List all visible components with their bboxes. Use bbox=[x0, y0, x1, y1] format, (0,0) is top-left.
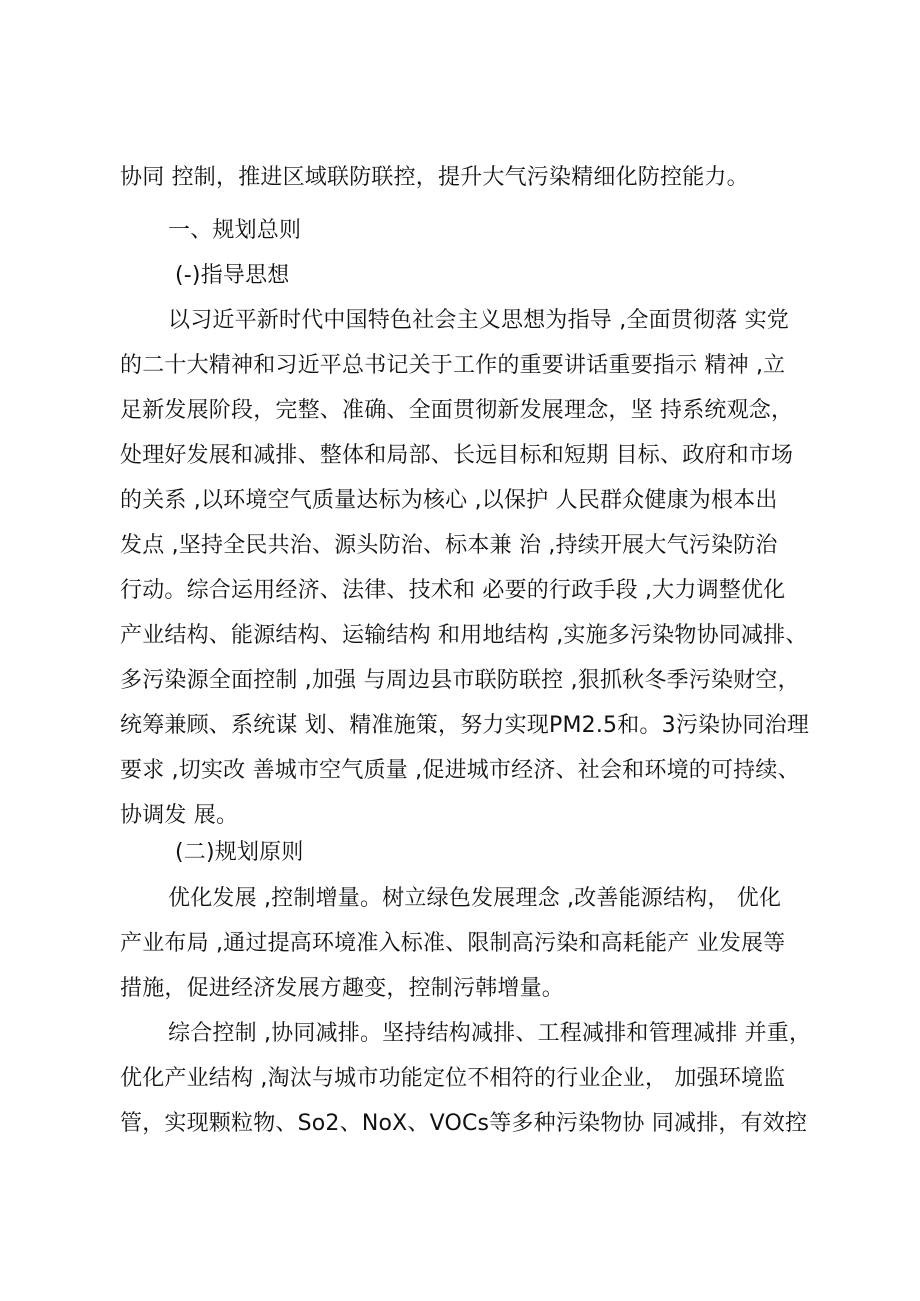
paragraph-line: 协同 控制，推进区域联防联控，提升大气污染精细化防控能力。 bbox=[120, 165, 749, 190]
paragraph-line: 管，实现颗粒物、So2、NoX、VOCs等多种污染物协 同减排，有效控 bbox=[120, 1111, 808, 1136]
paragraph-line: 统筹兼顾、系统谋 划、精准施策，努力实现PM2.5和。3污染协同治理 bbox=[120, 713, 810, 738]
subsection-heading: (二)规划原则 bbox=[175, 840, 304, 865]
paragraph-line: 综合控制 ,协同减排。坚持结构减排、工程减排和管理减排 并重， bbox=[168, 1021, 812, 1046]
paragraph-line: 处理好发展和减排、整体和局部、长远目标和短期 目标、政府和市场 bbox=[120, 443, 794, 468]
paragraph-line: 发点 ,坚持全民共治、源头防治、标本兼 治 ,持续开展大气污染防治 bbox=[120, 533, 778, 558]
paragraph-line: 优化发展 ,控制增量。树立绿色发展理念 ,改善能源结构， 优化 bbox=[168, 886, 782, 911]
paragraph-line: 足新发展阶段，完整、准确、全面贯彻新发展理念，坚 持系统观念， bbox=[120, 398, 794, 423]
paragraph-line: 要求 ,切实改 善城市空气质量 ,促进城市经济、社会和环境的可持续、 bbox=[120, 758, 800, 783]
section-heading: 一、规划总则 bbox=[168, 218, 302, 243]
paragraph-line: 协调发 展。 bbox=[120, 803, 239, 828]
paragraph-line: 产业结构、能源结构、运输结构 和用地结构 ,实施多污染物协同减排、 bbox=[120, 623, 808, 648]
paragraph-line: 优化产业结构 ,淘汰与城市功能定位不相符的行业企业， 加强环境监 bbox=[120, 1066, 786, 1091]
subsection-heading: (-)指导思想 bbox=[175, 263, 290, 288]
paragraph-line: 以习近平新时代中国特色社会主义思想为指导 ,全面贯彻落 实党 bbox=[168, 308, 789, 333]
paragraph-line: 产业布局 ,通过提高环境准入标准、限制高污染和高耗能产 业发展等 bbox=[120, 931, 786, 956]
paragraph-line: 的二十大精神和习近平总书记关于工作的重要讲话重要指示 精神 ,立 bbox=[120, 353, 786, 378]
paragraph-line: 措施，促进经济发展方趣变，控制污韩增量。 bbox=[120, 976, 565, 1001]
paragraph-line: 的关系 ,以环境空气质量达标为核心 ,以保护 人民群众健康为根本出 bbox=[120, 488, 778, 513]
paragraph-line: 多污染源全面控制 ,加强 与周边县市联防联控 ,狠抓秋冬季污染财空， bbox=[120, 668, 800, 693]
paragraph-line: 行动。综合运用经济、法律、技术和 必要的行政手段 ,大力调整优化 bbox=[120, 578, 786, 603]
